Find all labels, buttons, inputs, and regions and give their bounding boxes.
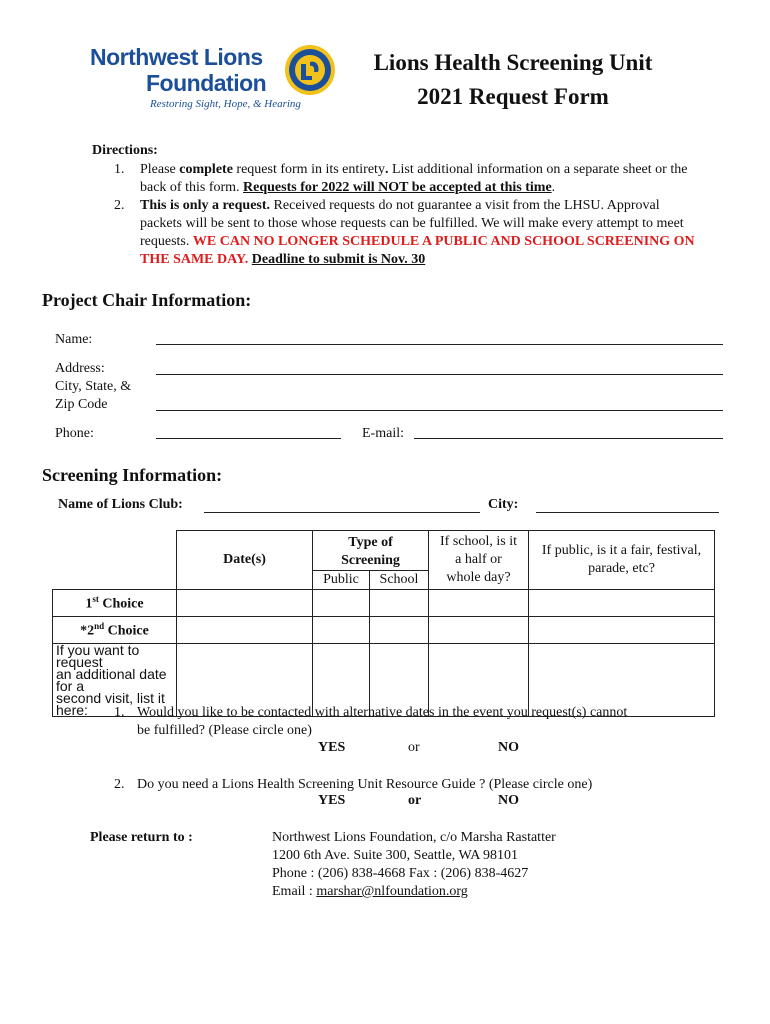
address-field[interactable] — [156, 374, 723, 375]
direction-text: request form in its entirety — [232, 162, 385, 177]
form-subtitle: 2021 Request Form — [417, 84, 609, 109]
direction-text: Please — [140, 162, 180, 177]
table-row-second-choice — [53, 617, 715, 644]
name-field[interactable] — [156, 344, 723, 345]
screening-heading: Screening Information: — [42, 465, 223, 485]
direction-text: List additional information on a separate sheet or the back of this form. — [140, 162, 688, 195]
dates-header: Date(s) — [177, 531, 313, 590]
email-label: E-mail: — [362, 426, 404, 441]
second-choice-public-cell[interactable] — [313, 617, 370, 644]
first-choice-public-cell[interactable] — [313, 590, 370, 617]
first-choice-label — [53, 590, 177, 617]
half-day-header — [429, 531, 529, 590]
question-1-yes-option[interactable]: YES — [318, 740, 346, 755]
additional-date-line2: an additional date for a — [56, 666, 167, 694]
second-choice-event-type-cell[interactable] — [529, 617, 715, 644]
question-1-number: 1. — [114, 705, 125, 720]
lions-seal-icon — [284, 44, 336, 96]
public-header: Public — [313, 571, 370, 589]
first-choice-school-cell[interactable] — [369, 590, 428, 617]
half-day-header-line2: a half or — [455, 552, 502, 567]
additional-date-line3: second visit, list it here: — [56, 690, 165, 718]
lions-club-field[interactable] — [204, 512, 480, 513]
foundation-logo — [88, 40, 338, 115]
event-type-header-line2: parade, etc? — [588, 561, 655, 576]
first-choice-suffix: st — [92, 593, 99, 604]
return-address-line2: 1200 6th Ave. Suite 300, Seattle, WA 98101 — [272, 848, 519, 863]
directions-list — [114, 161, 704, 269]
zip-code-label: Zip Code — [55, 397, 108, 412]
direction-notice: Requests for 2022 will NOT be accepted at this time — [243, 180, 552, 195]
second-choice-number: *2 — [80, 623, 95, 639]
question-1-no-option[interactable]: NO — [498, 740, 519, 755]
screening-type-header — [313, 531, 429, 590]
directions-heading: Directions: — [92, 143, 158, 158]
screening-type-line2: Screening — [341, 553, 400, 568]
question-1-line1: Would you like to be contacted with alternative dates in the event you request(s) cannot — [137, 705, 628, 720]
second-choice-suffix: nd — [94, 620, 105, 631]
first-choice-half-day-cell[interactable] — [429, 590, 529, 617]
direction-number: 2. — [114, 198, 125, 213]
phone-label: Phone: — [55, 426, 94, 441]
table-corner-cell — [53, 531, 177, 590]
email-field[interactable] — [414, 438, 723, 439]
first-choice-event-type-cell[interactable] — [529, 590, 715, 617]
return-label: Please return to : — [90, 830, 193, 845]
return-address-line1: Northwest Lions Foundation, c/o Marsha Rastatter — [272, 830, 556, 845]
first-choice-number: 1 — [85, 596, 93, 612]
question-2-no-option[interactable]: NO — [498, 793, 519, 808]
half-day-header-line1: If school, is it — [440, 534, 517, 549]
direction-emphasis: complete — [179, 162, 233, 177]
city-state-zip-field[interactable] — [156, 410, 723, 411]
first-choice-date-cell[interactable] — [177, 590, 313, 617]
return-email-label: Email : — [272, 884, 317, 899]
direction-text: Received requests do not guarantee a visit from the LHSU. Approval packets will be sent to those whose requests can be fulfilled. We will make every attempt to meet requests. — [140, 198, 684, 249]
phone-field[interactable] — [156, 438, 341, 439]
additional-date-line1: If you want to request — [56, 642, 140, 670]
logo-text-line2: Foundation — [146, 70, 267, 96]
address-label: Address: — [55, 361, 105, 376]
question-2-number: 2. — [114, 777, 125, 792]
form-title: Lions Health Screening Unit — [373, 50, 653, 75]
city-state-label: City, State, & — [55, 379, 132, 394]
return-email-line — [272, 883, 556, 901]
direction-number: 1. — [114, 162, 125, 177]
name-label: Name: — [55, 332, 93, 347]
second-choice-date-cell[interactable] — [177, 617, 313, 644]
city-label: City: — [488, 497, 519, 512]
event-type-header-line1: If public, is it a fair, festival, — [541, 543, 702, 558]
direction-warning: WE CAN NO LONGER SCHEDULE A PUBLIC AND SCHOOL SCREENING ON THE SAME DAY. — [140, 234, 695, 267]
second-choice-label — [53, 617, 177, 644]
deadline-notice: Deadline to submit is Nov. 30 — [251, 252, 426, 267]
event-type-header — [529, 531, 715, 590]
city-field[interactable] — [536, 512, 719, 513]
return-address — [272, 829, 556, 901]
table-row-first-choice — [53, 590, 715, 617]
screening-type-subheaders — [313, 570, 428, 589]
first-choice-text: Choice — [98, 596, 144, 612]
table-header-row — [53, 531, 715, 590]
question-2-or: or — [408, 793, 422, 808]
lions-club-label: Name of Lions Club: — [58, 497, 183, 512]
half-day-header-line3: whole day? — [446, 570, 511, 585]
second-choice-school-cell[interactable] — [369, 617, 428, 644]
school-header: School — [379, 572, 419, 587]
second-choice-half-day-cell[interactable] — [429, 617, 529, 644]
question-1-text — [137, 704, 727, 740]
direction-text: . — [384, 162, 389, 177]
return-email-link[interactable]: marshar@nlfoundation.org — [316, 884, 468, 899]
second-choice-text: Choice — [104, 623, 149, 639]
question-1-line2: be fulfilled? (Please circle one) — [137, 723, 312, 738]
direction-item-2 — [114, 197, 704, 269]
project-chair-heading: Project Chair Information: — [42, 290, 252, 310]
screening-dates-table — [52, 530, 715, 717]
direction-item-1 — [114, 161, 704, 197]
question-1-or: or — [408, 740, 420, 755]
screening-type-title — [313, 531, 428, 570]
direction-text: . — [551, 180, 556, 195]
question-2-yes-option[interactable]: YES — [318, 793, 346, 808]
logo-text-line1: Northwest Lions — [90, 44, 263, 70]
return-phone-fax: Phone : (206) 838-4668 Fax : (206) 838-4627 — [272, 866, 529, 881]
screening-type-line1: Type of — [348, 535, 393, 550]
logo-tagline: Restoring Sight, Hope, & Hearing — [150, 98, 301, 110]
direction-emphasis: This is only a request. — [140, 198, 271, 213]
question-2-text: Do you need a Lions Health Screening Unit Resource Guide ? (Please circle one) — [137, 777, 593, 792]
